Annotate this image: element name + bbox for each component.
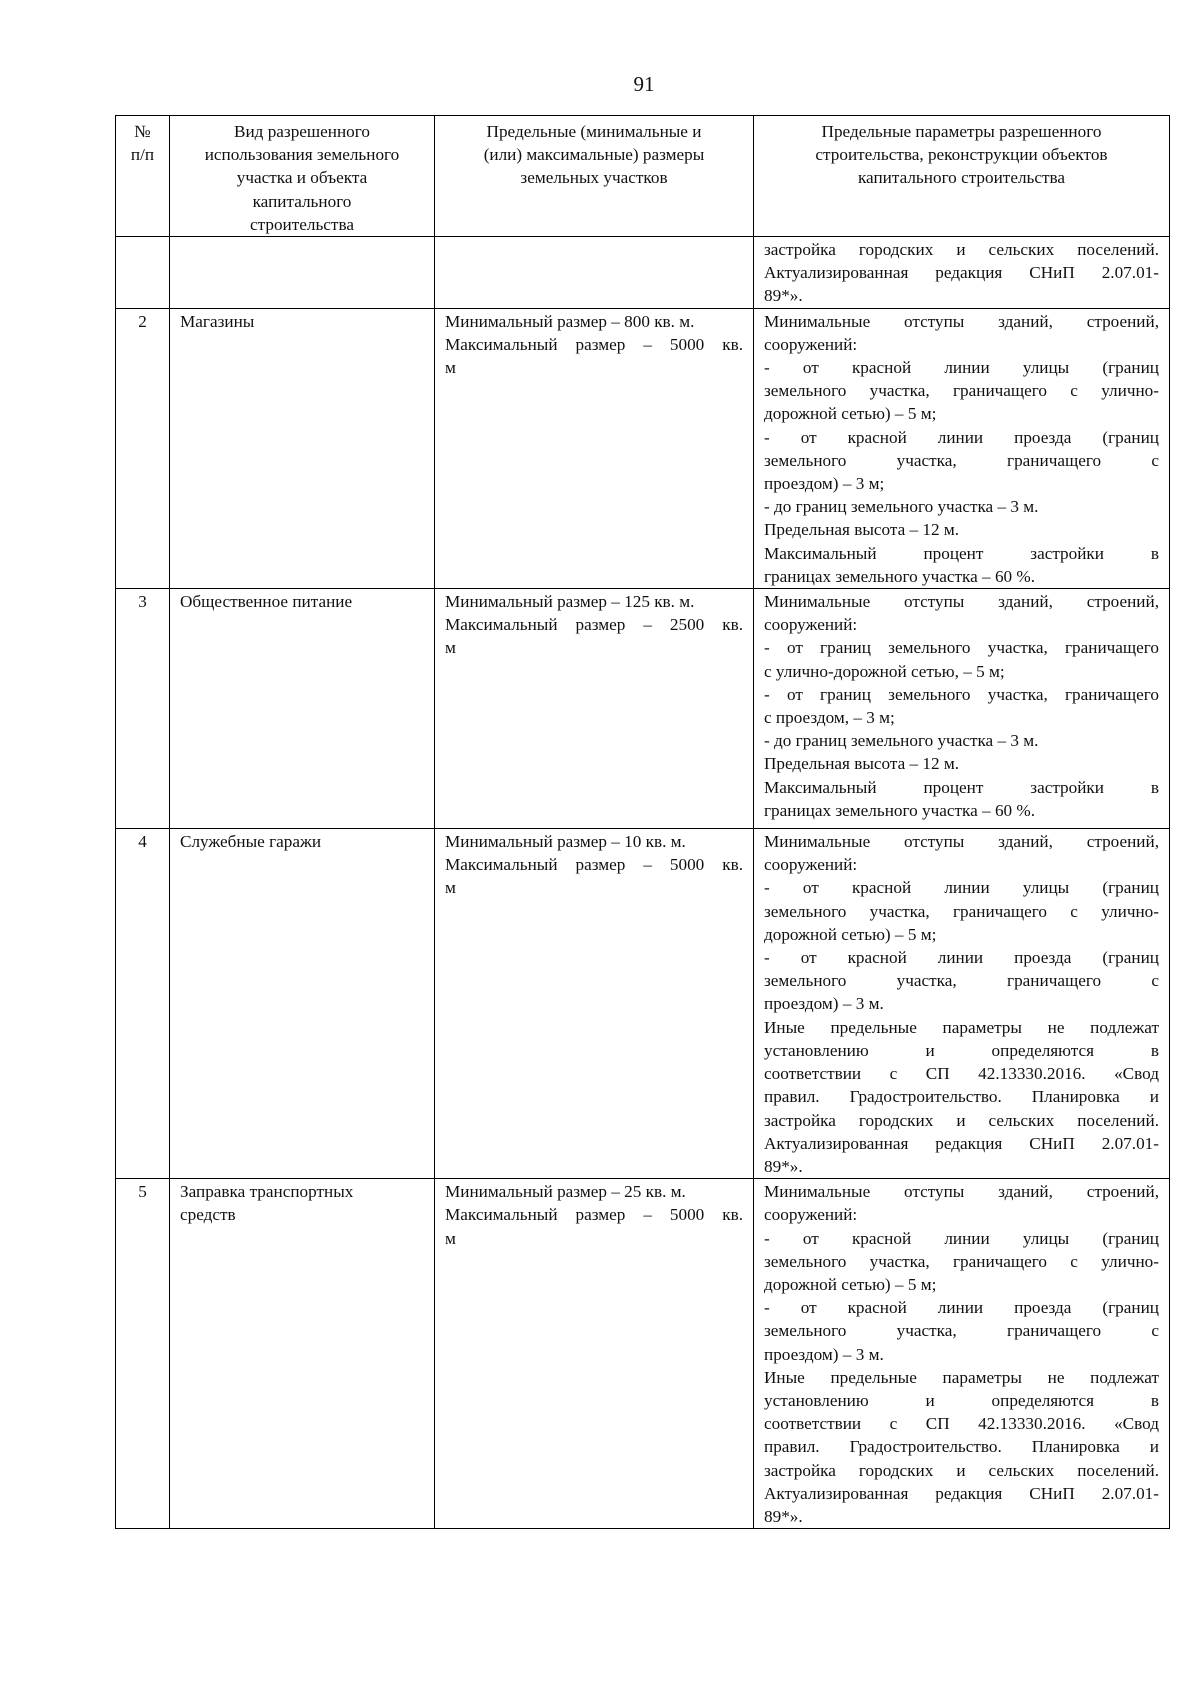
plot-size-text-line: Минимальный размер – 10 кв. м. — [445, 832, 686, 852]
parameter-text-line: проездом) – 3 м. — [764, 994, 884, 1014]
construction-parameters-cell — [754, 308, 1170, 588]
header-text-line: Предельные параметры разрешенного — [821, 122, 1102, 141]
parameter-text-line: сооружений: — [764, 855, 858, 875]
parameter-text-line: - от красной линии проезда (границ — [764, 948, 1159, 968]
parameter-text-line: проездом) – 3 м; — [764, 474, 885, 494]
parameter-text-line: Актуализированная редакция СНиП 2.07.01- — [764, 263, 1159, 283]
plot-size-text-line: Минимальный размер – 800 кв. м. — [445, 311, 695, 331]
header-text-line: строительства, реконструкции объектов — [815, 145, 1108, 165]
parameter-text-line: застройка городских и сельских поселений. — [764, 1460, 1159, 1480]
plot-sizes-cell — [435, 829, 754, 1179]
permitted-use-cell — [170, 829, 435, 1179]
parameter-text-line: Актуализированная редакция СНиП 2.07.01- — [764, 1483, 1159, 1503]
row-number — [116, 237, 170, 309]
parameter-text-line: проездом) – 3 м. — [764, 1344, 884, 1364]
header-text-line: участка и объекта — [236, 168, 368, 188]
header-text-line: № — [134, 122, 151, 141]
header-number — [116, 116, 170, 237]
parameter-text-line: - от красной линии улицы (границ — [764, 878, 1159, 898]
parameter-text-line: - от границ земельного участка, граничащего — [764, 684, 1159, 704]
parameter-text-line: земельного участка, граничащего с улично- — [764, 1251, 1159, 1271]
parameter-text-line: - от границ земельного участка, граничащего — [764, 638, 1159, 658]
parameter-text-line: застройка городских и сельских поселений. — [764, 240, 1159, 260]
parameter-text-line: соответствии с СП 42.13330.2016. «Свод — [764, 1414, 1159, 1434]
parameter-text-line: дорожной сетью) – 5 м; — [764, 924, 937, 944]
header-construction-parameters — [754, 116, 1170, 237]
permitted-use-text: Общественное питание — [180, 592, 353, 612]
plot-size-text-line: м — [445, 638, 456, 658]
parameter-text-line: границах земельного участка – 60 %. — [764, 800, 1036, 820]
plot-size-text-line: Максимальный размер – 5000 кв. — [445, 1205, 743, 1225]
parameter-text-line: границах земельного участка – 60 %. — [764, 566, 1036, 586]
parameter-text-line: земельного участка, граничащего с — [764, 1321, 1159, 1341]
header-text-line: земельных участков — [520, 168, 668, 188]
permitted-use-text: Магазины — [180, 311, 255, 331]
construction-parameters-cell — [754, 589, 1170, 829]
parameter-text-line: 89*». — [764, 1506, 803, 1526]
parameter-text-line: сооружений: — [764, 334, 858, 354]
permitted-use-cell — [170, 589, 435, 829]
parameter-text-line: Максимальный процент застройки в — [764, 543, 1159, 563]
table-row — [116, 829, 1170, 1179]
header-permitted-use — [170, 116, 435, 237]
parameter-text-line: земельного участка, граничащего с улично- — [764, 381, 1159, 401]
parameter-text-line: земельного участка, граничащего с — [764, 450, 1159, 470]
construction-parameters-cell — [754, 829, 1170, 1179]
parameter-text-line: соответствии с СП 42.13330.2016. «Свод — [764, 1064, 1159, 1084]
parameter-text-line: застройка городских и сельских поселений. — [764, 1110, 1159, 1130]
header-text-line: капитального — [252, 191, 352, 211]
header-text-line: (или) максимальные) размеры — [483, 145, 705, 165]
header-plot-sizes — [435, 116, 754, 237]
parameter-text-line: 89*». — [764, 1156, 803, 1176]
parameter-text-line: дорожной сетью) – 5 м; — [764, 1274, 937, 1294]
parameter-text-line: сооружений: — [764, 1205, 858, 1225]
table-body — [116, 237, 1170, 1529]
parameter-text-line: Предельная высота – 12 м. — [764, 754, 960, 774]
header-text-line: капитального строительства — [857, 168, 1066, 188]
permitted-use-cell — [170, 308, 435, 588]
plot-sizes-cell — [435, 237, 754, 309]
parameter-text-line: Предельная высота – 12 м. — [764, 520, 960, 540]
table-row — [116, 1179, 1170, 1529]
parameter-text-line: дорожной сетью) – 5 м; — [764, 404, 937, 424]
parameter-text-line: правил. Градостроительство. Планировка и — [764, 1437, 1159, 1457]
plot-size-text-line: Максимальный размер – 5000 кв. — [445, 855, 743, 875]
permitted-use-cell — [170, 237, 435, 309]
parameter-text-line: - от красной линии улицы (границ — [764, 358, 1159, 378]
parameter-text-line: - до границ земельного участка – 3 м. — [764, 731, 1039, 751]
plot-size-text-line: м — [445, 878, 456, 898]
parameter-text-line: - от красной линии проезда (границ — [764, 1298, 1159, 1318]
permitted-use-cell — [170, 1179, 435, 1529]
plot-size-text-line: Максимальный размер – 2500 кв. — [445, 615, 743, 635]
parameter-text-line: 89*». — [764, 286, 803, 306]
parameter-text-line: Минимальные отступы зданий, строений, — [764, 311, 1159, 331]
parameter-text-line: Иные предельные параметры не подлежат — [764, 1017, 1159, 1037]
parameter-text-line: Актуализированная редакция СНиП 2.07.01- — [764, 1133, 1159, 1153]
plot-size-text-line: м — [445, 358, 456, 378]
permitted-use-text: средств — [180, 1205, 236, 1225]
plot-sizes-cell — [435, 1179, 754, 1529]
header-text-line: п/п — [130, 145, 155, 165]
plot-size-text-line: Минимальный размер – 125 кв. м. — [445, 592, 695, 612]
plot-size-text-line: м — [445, 1228, 456, 1248]
table-row — [116, 237, 1170, 309]
table-header — [116, 116, 1170, 237]
parameter-text-line: Максимальный процент застройки в — [764, 777, 1159, 797]
plot-size-text-line: Максимальный размер – 5000 кв. — [445, 334, 743, 354]
permitted-use-text: Служебные гаражи — [180, 832, 322, 852]
parameter-text-line: установлению и определяются в — [764, 1390, 1159, 1410]
parameter-text-line: - от красной линии улицы (границ — [764, 1228, 1159, 1248]
parameter-text-line: правил. Градостроительство. Планировка и — [764, 1087, 1159, 1107]
header-text-line: Предельные (минимальные и — [486, 122, 702, 141]
page-number: 91 — [633, 72, 655, 96]
row-number: 3 — [116, 589, 170, 829]
construction-parameters-cell — [754, 1179, 1170, 1529]
parameter-text-line: сооружений: — [764, 615, 858, 635]
row-number: 4 — [116, 829, 170, 1179]
plot-sizes-cell — [435, 308, 754, 588]
construction-parameters-cell — [754, 237, 1170, 309]
header-text-line: Вид разрешенного — [233, 122, 370, 141]
header-text-line: использования земельного — [204, 145, 400, 165]
plot-sizes-cell — [435, 589, 754, 829]
table-row — [116, 308, 1170, 588]
parameter-text-line: - от красной линии проезда (границ — [764, 427, 1159, 447]
parameter-text-line: с улично-дорожной сетью, – 5 м; — [764, 661, 1005, 681]
parameter-text-line: земельного участка, граничащего с — [764, 971, 1159, 991]
plot-size-text-line: Минимальный размер – 25 кв. м. — [445, 1182, 686, 1202]
row-number: 5 — [116, 1179, 170, 1529]
header-row — [116, 116, 1170, 237]
row-number: 2 — [116, 308, 170, 588]
parameter-text-line: Минимальные отступы зданий, строений, — [764, 832, 1159, 852]
parameter-text-line: Иные предельные параметры не подлежат — [764, 1367, 1159, 1387]
permitted-use-text: Заправка транспортных — [180, 1182, 354, 1202]
parameter-text-line: с проездом, – 3 м; — [764, 708, 895, 728]
parameter-text-line: Минимальные отступы зданий, строений, — [764, 592, 1159, 612]
parameter-text-line: установлению и определяются в — [764, 1040, 1159, 1060]
table-row — [116, 589, 1170, 829]
parameter-text-line: Минимальные отступы зданий, строений, — [764, 1182, 1159, 1202]
header-text-line: строительства — [250, 214, 354, 234]
parameter-text-line: - до границ земельного участка – 3 м. — [764, 497, 1039, 517]
parameter-text-line: земельного участка, граничащего с улично- — [764, 901, 1159, 921]
land-use-regulations-table — [115, 115, 1170, 1529]
